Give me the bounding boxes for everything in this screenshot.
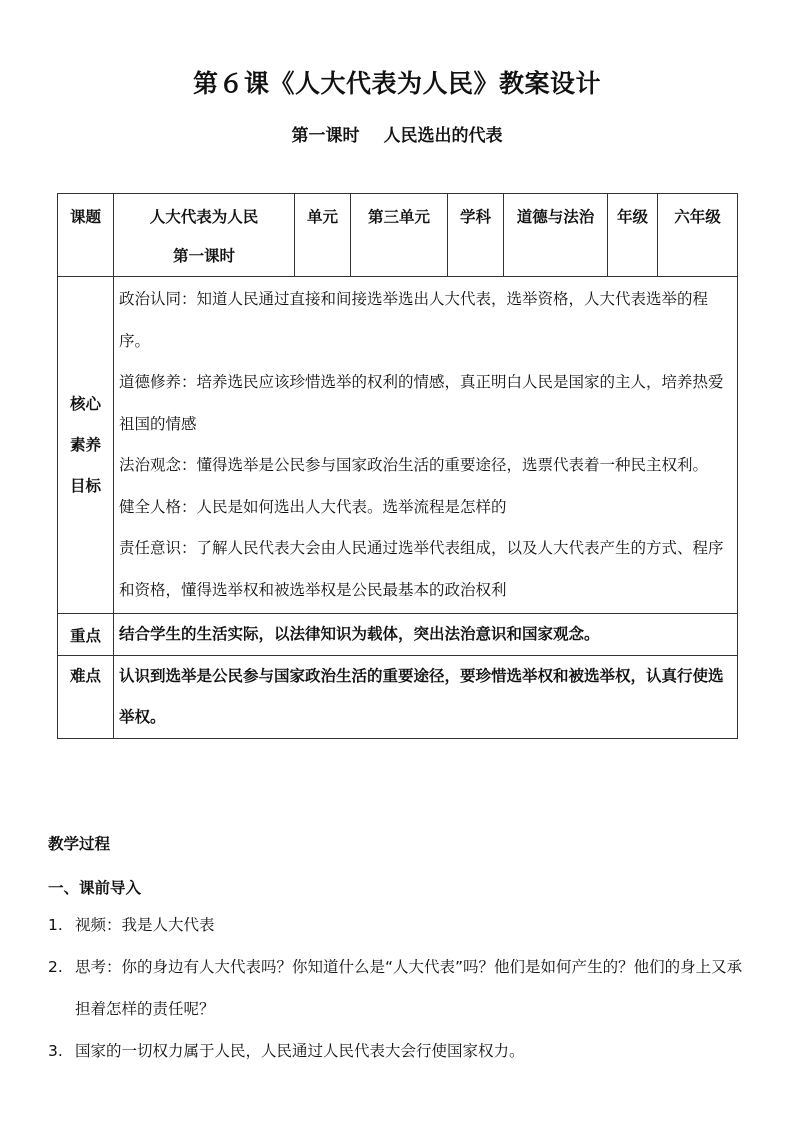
- core-literacy-row: [58, 277, 738, 614]
- key-point-label: 重点: [58, 614, 114, 656]
- header-grade-label: 年级: [608, 194, 658, 277]
- key-point-row: [58, 614, 738, 656]
- list-item: 3. 国家的一切权力属于人民，人民通过人民代表大会行使国家权力。: [48, 1042, 525, 1060]
- goal-political-identity: 政治认同：知道人民通过直接和间接选举选出人大代表，选举资格，人大代表选举的程序。: [119, 290, 709, 350]
- header-grade-value: 六年级: [658, 194, 738, 277]
- course-period: 第一课时: [172, 247, 235, 265]
- list-item: 1. 视频：我是人大代表: [48, 916, 215, 934]
- header-subject-label: 学科: [448, 194, 504, 277]
- table-header-row: [58, 194, 738, 277]
- goal-sound-personality: 健全人格：人民是如何选出人大代表。选举流程是怎样的: [119, 497, 507, 516]
- header-course-label: 课题: [58, 194, 114, 277]
- difficulty-row: [58, 656, 738, 739]
- list-item: 2. 思考：你的身边有人大代表吗？你知道什么是“人大代表”吗？他们是如何产生的？他们的身上又承担着怎样的责任呢？: [48, 958, 743, 1018]
- goal-rule-of-law: 法治观念：懂得选举是公民参与国家政治生活的重要途径，选票代表着一种民主权利。: [119, 456, 709, 474]
- header-course-value: [114, 194, 295, 277]
- subtitle-period: 第一课时: [291, 126, 360, 146]
- process-heading: 教学过程: [48, 835, 111, 853]
- lesson-subtitle: [0, 121, 794, 146]
- header-unit-value: 第三单元: [351, 194, 448, 277]
- subtitle-topic: 人民选出的代表: [383, 126, 503, 146]
- intro-list: [48, 904, 748, 1072]
- difficulty-label: 难点: [58, 656, 114, 739]
- header-unit-label: 单元: [295, 194, 351, 277]
- header-subject-value: 道德与法治: [504, 194, 608, 277]
- course-name: 人大代表为人民: [149, 208, 259, 226]
- goal-responsibility: 责任意识：了解人民代表大会由人民通过选举代表组成，以及人大代表产生的方式、程序和资格，懂得选举权和被选举权是公民最基本的政治权利: [119, 539, 724, 599]
- core-literacy-goals: [114, 277, 738, 614]
- section-intro-heading: 一、课前导入: [48, 879, 142, 897]
- goal-moral-cultivation: 道德修养：培养选民应该珍惜选举的权利的情感，真正明白人民是国家的主人，培养热爱祖国的情感: [119, 373, 724, 433]
- difficulty-text: 认识到选举是公民参与国家政治生活的重要途径，要珍惜选举权和被选举权，认真行使选举权。: [114, 656, 738, 739]
- lesson-plan-table: [57, 193, 738, 739]
- document-title: 第６课《人大代表为人民》教案设计: [192, 69, 601, 98]
- core-literacy-label: 核心 素养 目标: [58, 277, 114, 614]
- key-point-text: 结合学生的生活实际，以法律知识为载体，突出法治意识和国家观念。: [114, 614, 738, 656]
